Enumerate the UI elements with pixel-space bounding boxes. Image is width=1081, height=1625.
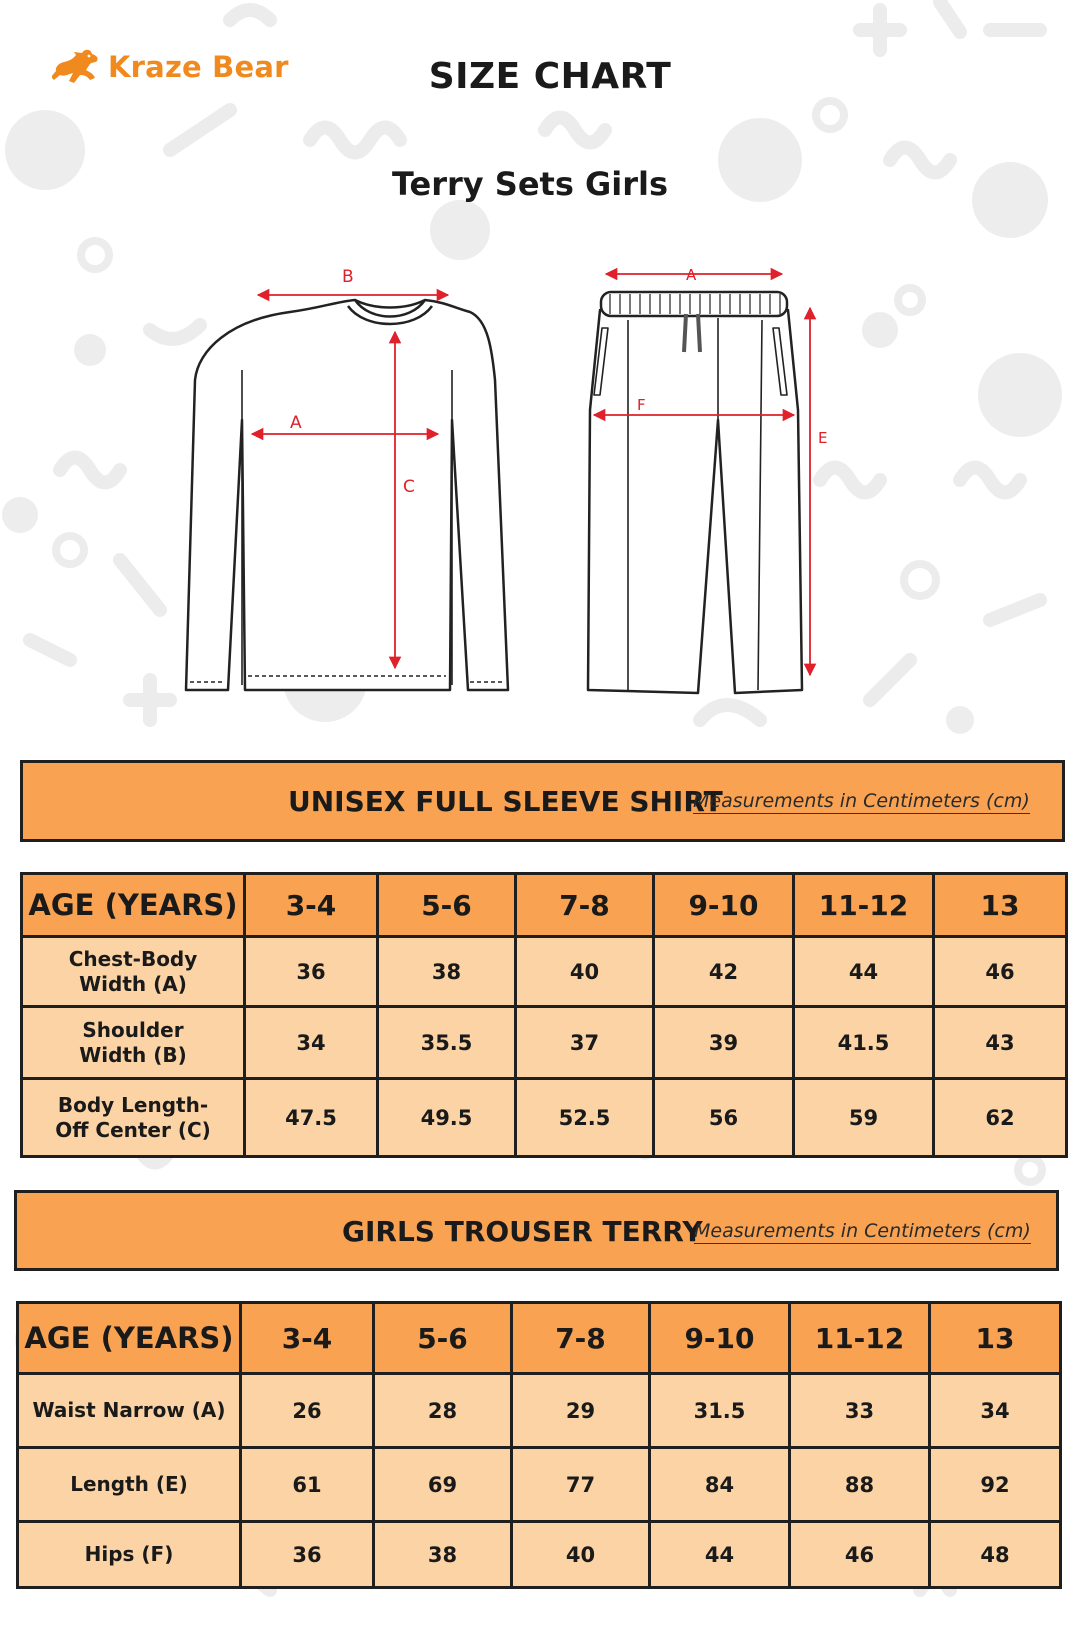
table-cell: 34	[930, 1374, 1061, 1448]
shirt-label-c: C	[403, 477, 415, 497]
table-cell: 48	[930, 1522, 1061, 1588]
shirt-banner-title: UNISEX FULL SLEEVE SHIRT	[288, 785, 723, 818]
table-row	[18, 1374, 1061, 1448]
table-cell: 41.5	[794, 1007, 934, 1079]
trouser-age-col: 13	[930, 1303, 1061, 1374]
table-cell: 44	[650, 1522, 790, 1588]
table-cell: 35.5	[378, 1007, 516, 1079]
table-row	[22, 1079, 1067, 1157]
row-label: Waist Narrow (A)	[18, 1374, 241, 1448]
table-cell: 43	[934, 1007, 1067, 1079]
row-label: Shoulder Width (B)	[22, 1007, 245, 1079]
table-cell: 42	[654, 937, 794, 1007]
table-cell: 38	[378, 937, 516, 1007]
trouser-sketch	[588, 292, 802, 693]
shirt-measure-note: Measurements in Centimeters (cm)	[693, 790, 1030, 812]
bear-icon	[52, 47, 102, 87]
shirt-label-a: A	[290, 413, 302, 433]
shirt-size-table	[20, 872, 1068, 1158]
table-cell: 29	[512, 1374, 650, 1448]
table-cell: 62	[934, 1079, 1067, 1157]
brand-logo	[52, 44, 289, 90]
shirt-age-col: 11-12	[794, 874, 934, 937]
table-cell: 31.5	[650, 1374, 790, 1448]
table-cell: 47.5	[245, 1079, 378, 1157]
table-cell: 56	[654, 1079, 794, 1157]
shirt-age-col: 13	[934, 874, 1067, 937]
table-cell: 38	[374, 1522, 512, 1588]
trouser-age-col: 7-8	[512, 1303, 650, 1374]
shirt-age-header: AGE (YEARS)	[22, 874, 245, 937]
table-cell: 61	[241, 1448, 374, 1522]
brand-name: Kraze Bear	[108, 50, 289, 84]
table-cell: 84	[650, 1448, 790, 1522]
shirt-age-col: 3-4	[245, 874, 378, 937]
trouser-header-row	[18, 1303, 1061, 1374]
table-cell: 88	[790, 1448, 930, 1522]
shirt-sketch	[186, 300, 508, 690]
table-cell: 59	[794, 1079, 934, 1157]
shirt-header-row	[22, 874, 1067, 937]
trouser-age-col: 9-10	[650, 1303, 790, 1374]
trouser-label-a: A	[686, 266, 697, 284]
trouser-age-col: 11-12	[790, 1303, 930, 1374]
table-row	[22, 1007, 1067, 1079]
table-cell: 69	[374, 1448, 512, 1522]
trouser-age-header: AGE (YEARS)	[18, 1303, 241, 1374]
page-subtitle: Terry Sets Girls	[391, 165, 669, 203]
trouser-measure-note: Measurements in Centimeters (cm)	[694, 1220, 1031, 1242]
table-cell: 33	[790, 1374, 930, 1448]
table-cell: 46	[790, 1522, 930, 1588]
trouser-label-f: F	[637, 396, 646, 414]
table-cell: 44	[794, 937, 934, 1007]
table-cell: 37	[516, 1007, 654, 1079]
table-cell: 28	[374, 1374, 512, 1448]
table-cell: 46	[934, 937, 1067, 1007]
shirt-label-b: B	[342, 267, 354, 287]
page-title: SIZE CHART	[428, 56, 672, 97]
table-cell: 52.5	[516, 1079, 654, 1157]
trouser-age-col: 5-6	[374, 1303, 512, 1374]
shirt-age-col: 5-6	[378, 874, 516, 937]
table-cell: 92	[930, 1448, 1061, 1522]
trouser-age-col: 3-4	[241, 1303, 374, 1374]
table-cell: 34	[245, 1007, 378, 1079]
table-cell: 26	[241, 1374, 374, 1448]
shirt-age-col: 9-10	[654, 874, 794, 937]
table-cell: 49.5	[378, 1079, 516, 1157]
garment-diagram	[170, 260, 870, 730]
row-label: Length (E)	[18, 1448, 241, 1522]
row-label: Body Length- Off Center (C)	[22, 1079, 245, 1157]
table-cell: 39	[654, 1007, 794, 1079]
table-cell: 77	[512, 1448, 650, 1522]
table-cell: 40	[512, 1522, 650, 1588]
row-label: Hips (F)	[18, 1522, 241, 1588]
table-row	[18, 1522, 1061, 1588]
trouser-banner-title: GIRLS TROUSER TERRY	[342, 1215, 703, 1248]
row-label: Chest-Body Width (A)	[22, 937, 245, 1007]
table-cell: 40	[516, 937, 654, 1007]
table-cell: 36	[241, 1522, 374, 1588]
trouser-label-e: E	[818, 429, 828, 447]
table-row	[18, 1448, 1061, 1522]
trouser-size-table	[16, 1301, 1062, 1589]
table-cell: 36	[245, 937, 378, 1007]
shirt-age-col: 7-8	[516, 874, 654, 937]
trouser-banner	[14, 1190, 1059, 1271]
table-row	[22, 937, 1067, 1007]
shirt-banner	[20, 760, 1065, 842]
